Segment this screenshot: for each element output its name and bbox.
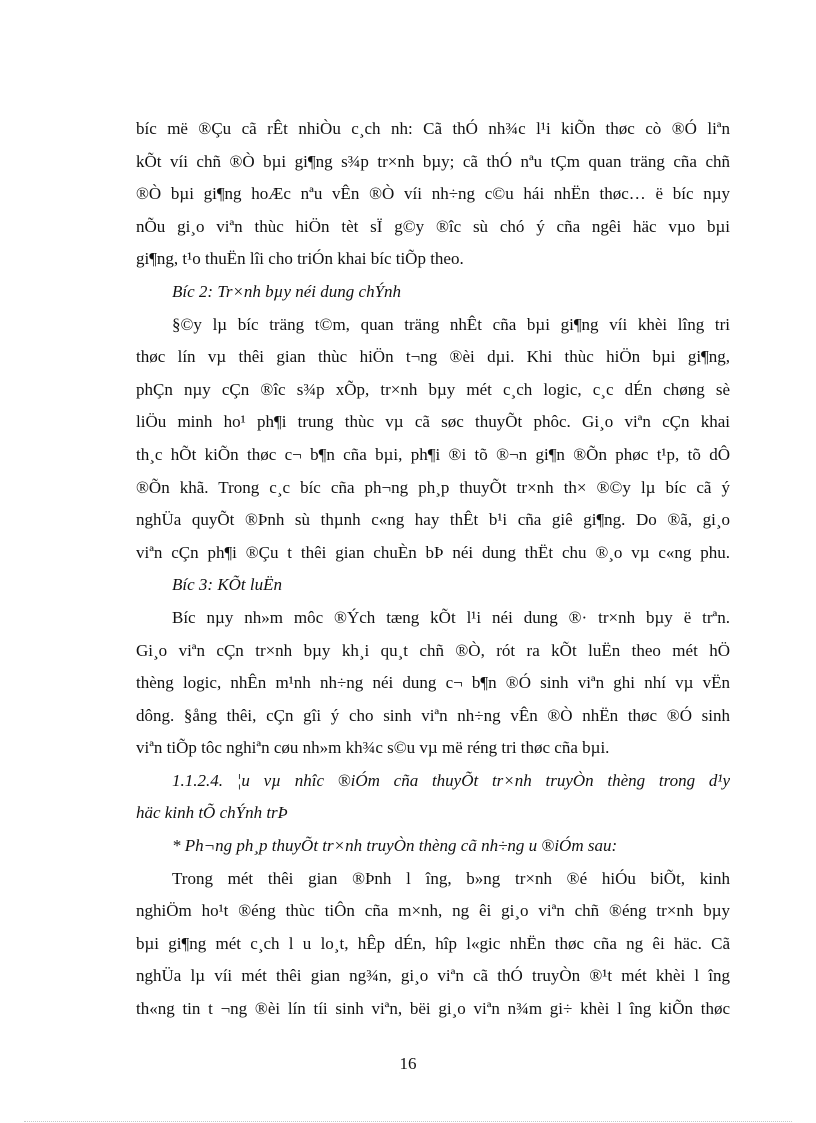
text-line: thèng logic, nhÊn m¹nh nh÷ng néi dung c¬ b¶n ®Ó sinh viªn ghi nhí vµ vËn (136, 673, 730, 693)
text-line: §©y lµ bíc träng t©m, quan träng nhÊt cña bµi gi¶ng víi khèi lîng tri (172, 314, 730, 334)
subsection-heading: * Ph¬ng ph¸p thuyÕt tr×nh truyÒn thèng cã nh÷ng u ®iÓm sau: (172, 836, 618, 856)
section-heading: 1.1.2.4. ¦u vµ nhîc ®iÓm cña thuyÕt tr×nh truyÒn thèng trong d¹y (172, 770, 730, 790)
text-line: gi¶ng, t¹o thuËn lîi cho triÓn khai bíc tiÕp theo. (136, 249, 464, 269)
text-line: th¸c hÕt kiÕn thøc c¬ b¶n cña bµi, ph¶i ®i tõ ®¬n gi¶n ®Õn phøc t¹p, tõ dÔ (136, 444, 730, 464)
text-line: viªn tiÕp tôc nghiªn cøu nh»m kh¾c s©u vµ më réng tri thøc cña bµi. (136, 738, 610, 758)
step-heading: Bíc 2: Tr×nh bµy néi dung chÝnh (172, 281, 402, 301)
text-line: bíc më ®Çu cã rÊt nhiÒu c¸ch nh: Cã thÓ nh¾c l¹i kiÕn thøc cò ®Ó liªn (136, 119, 730, 138)
text-line: nÕu gi¸o viªn thùc hiÖn tèt sÏ g©y ®îc sù chó ý cña ngêi häc vµo bµi (136, 216, 730, 236)
text-line: bµi gi¶ng mét c¸ch l u lo¸t, hÊp dÉn, hîp l«gic nhËn thøc cña ng êi häc. Cã (136, 933, 730, 953)
text-line: Gi¸o viªn cÇn tr×nh bµy kh¸i qu¸t chñ ®Ò, rót ra kÕt luËn theo mét hÖ (136, 640, 730, 660)
text-line: phÇn nµy cÇn ®îc s¾p xÕp, tr×nh bµy mét c¸ch logic, c¸c dÉn chøng sè (136, 379, 730, 399)
text-line: viªn cÇn ph¶i ®Çu t thêi gian chuÈn bÞ néi dung thËt chu ®¸o vµ c«ng phu. (136, 542, 730, 562)
text-line: Trong mét thêi gian ®Þnh l îng, b»ng tr×nh ®é hiÓu biÕt, kinh (172, 868, 730, 888)
text-line: nghÜa quyÕt ®Þnh sù thµnh c«ng hay thÊt b¹i cña giê gi¶ng. Do ®ã, gi¸o (136, 510, 730, 530)
text-line: nghÜa lµ víi mét thêi gian ng¾n, gi¸o viªn cã thÓ truyÒn ®¹t mét khèi l îng (136, 966, 730, 986)
text-line: nghiÖm ho¹t ®éng thùc tiÔn cña m×nh, ng êi gi¸o viªn chñ ®éng tr×nh bµy (136, 901, 730, 921)
text-line: th«ng tin t ¬ng ®èi lín tíi sinh viªn, bëi gi¸o viªn n¾m gi÷ khèi l îng kiÕn thøc (136, 999, 730, 1019)
text-line: liÖu minh ho¹ ph¶i trung thùc vµ cã søc thuyÕt phôc. Gi¸o viªn cÇn khai (136, 412, 730, 432)
text-line: kÕt víi chñ ®Ò bµi gi¶ng s¾p tr×nh bµy; cã thÓ nªu tÇm quan träng cña chñ (136, 151, 730, 171)
step-heading: Bíc 3: KÕt luËn (172, 575, 283, 595)
section-heading: häc kinh tÕ chÝnh trÞ (136, 803, 289, 823)
text-line: thøc lín vµ thêi gian thùc hiÖn t¬ng ®èi dµi. Khi thùc hiÖn bµi gi¶ng, (136, 347, 730, 367)
body-text (136, 113, 730, 1026)
text-line: dông. §ång thêi, cÇn gîi ý cho sinh viªn nh÷ng vÊn ®Ò nhËn thøc ®Ó sinh (136, 705, 730, 725)
page-number: 16 (399, 1054, 417, 1073)
bottom-divider (24, 1121, 792, 1122)
text-line: Bíc nµy nh»m môc ®Ých tæng kÕt l¹i néi dung ®· tr×nh bµy ë trªn. (172, 607, 730, 627)
text-line: ®Ò bµi gi¶ng hoÆc nªu vÊn ®Ò víi nh÷ng c©u hái nhËn thøc… ë bíc nµy (136, 184, 730, 204)
text-line: ®Õn khã. Trong c¸c bíc cña ph¬ng ph¸p thuyÕt tr×nh th× ®©y lµ bíc cã ý (136, 477, 730, 497)
